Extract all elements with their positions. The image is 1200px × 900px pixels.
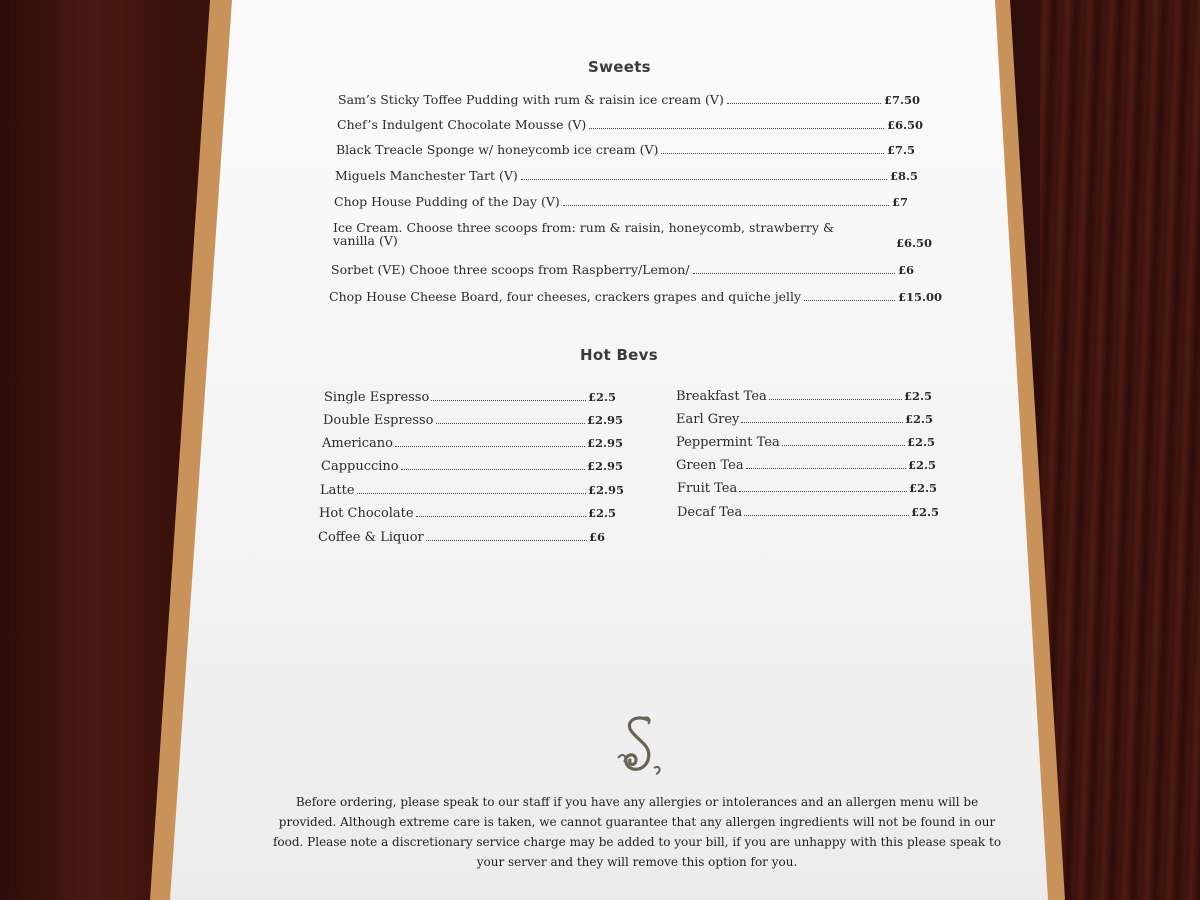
item-price: £2.5 [903, 389, 932, 403]
item-price: £2.95 [586, 413, 623, 427]
tea-item [677, 505, 939, 520]
notice-line: Before ordering, please speak to our staff if you have any allergies or intolerances and an allergen menu will be [295, 795, 979, 809]
item-name: Sam’s Sticky Toffee Pudding with rum & raisin ice cream (V) [338, 92, 724, 107]
wood-table-background [1040, 0, 1200, 900]
item-name: Decaf Tea [677, 505, 743, 520]
sweet-item [337, 117, 923, 132]
sweet-item-multiline [333, 221, 834, 247]
s-monogram-icon [614, 712, 664, 778]
item-price: £6.50 [886, 118, 923, 132]
item-name: Double Espresso [323, 413, 434, 428]
leader-dots [782, 445, 905, 446]
item-name: Green Tea [676, 458, 744, 473]
coffee-item [319, 506, 616, 521]
leader-dots [563, 205, 889, 206]
leader-dots [746, 468, 906, 469]
item-name: Cappuccino [321, 459, 399, 474]
item-name: Fruit Tea [677, 481, 738, 496]
item-name: Sorbet (VE) Chooe three scoops from Raspberry/Lemon/ [331, 262, 690, 277]
coffee-item [321, 459, 623, 474]
item-price: £7.50 [883, 93, 920, 107]
coffee-item [318, 530, 605, 545]
hot-bevs-heading: Hot Bevs [580, 346, 658, 364]
leader-dots [661, 153, 884, 154]
item-price: £8.5 [889, 169, 918, 183]
item-price: £6 [588, 530, 605, 544]
item-name-line2: vanilla (V) [333, 233, 398, 248]
item-price: £2.95 [586, 459, 623, 473]
coffee-item [324, 390, 616, 405]
notice-line: your server and they will remove this option for you. [476, 855, 798, 869]
item-name: Miguels Manchester Tart (V) [335, 168, 518, 183]
tea-item [677, 481, 937, 496]
item-name: Breakfast Tea [676, 389, 767, 404]
leader-dots [769, 399, 902, 400]
tea-item [676, 458, 936, 473]
sweets-heading: Sweets [588, 58, 651, 76]
item-name: Peppermint Tea [676, 435, 780, 450]
leader-dots [741, 422, 903, 423]
leader-dots [727, 103, 881, 104]
sweet-item [329, 289, 942, 304]
item-price: £2.5 [906, 435, 935, 449]
leader-dots [804, 300, 895, 301]
item-price: £2.5 [907, 458, 936, 472]
item-price: £15.00 [897, 290, 942, 304]
leader-dots [426, 540, 587, 541]
item-name: Coffee & Liquor [318, 530, 424, 545]
tea-item [676, 389, 932, 404]
item-name: Chop House Cheese Board, four cheeses, crackers grapes and quiche jelly [329, 289, 802, 304]
notice-line: food. Please note a discretionary service charge may be added to your bill, if you are unhappy with this please speak to [272, 835, 1002, 849]
item-price: £2.95 [587, 483, 624, 497]
item-price: £7 [891, 195, 908, 209]
coffee-item [320, 483, 624, 498]
notice-line: provided. Although extreme care is taken, we cannot guarantee that any allergen ingredients will not be found in our [278, 815, 996, 829]
leader-dots [431, 400, 586, 401]
leader-dots [395, 446, 585, 447]
allergen-notice [262, 792, 1012, 872]
sweet-item [335, 168, 918, 183]
tea-item [676, 412, 933, 427]
leader-dots [744, 515, 909, 516]
item-name: Single Espresso [324, 390, 430, 405]
leader-dots [357, 493, 586, 494]
item-name: Latte [320, 483, 355, 498]
sweet-item [334, 194, 908, 209]
item-name: Earl Grey [676, 412, 740, 427]
item-price: £6.50 [896, 236, 933, 250]
leader-dots [739, 491, 907, 492]
item-price: £2.5 [908, 481, 937, 495]
item-price: £2.95 [586, 436, 623, 450]
coffee-item [322, 436, 623, 451]
item-price: £7.5 [886, 143, 915, 157]
item-name: Americano [322, 436, 394, 451]
item-name-line1: Ice Cream. Choose three scoops from: rum & raisin, honeycomb, strawberry & [333, 220, 835, 235]
sweet-item [331, 262, 914, 277]
leader-dots [521, 179, 887, 180]
item-name: Chef’s Indulgent Chocolate Mousse (V) [337, 117, 587, 132]
item-name: Hot Chocolate [319, 506, 414, 521]
leader-dots [416, 516, 586, 517]
tea-item [676, 435, 935, 450]
coffee-item [323, 413, 623, 428]
item-price: £2.5 [587, 506, 616, 520]
item-name: Chop House Pudding of the Day (V) [334, 194, 560, 209]
item-price: £2.5 [904, 412, 933, 426]
leader-dots [436, 423, 585, 424]
item-name: Black Treacle Sponge w/ honeycomb ice cream (V) [336, 142, 659, 157]
item-price: £2.5 [910, 505, 939, 519]
sweet-item [336, 142, 915, 157]
leader-dots [693, 273, 895, 274]
leader-dots [401, 469, 585, 470]
item-price: £2.5 [587, 390, 616, 404]
leader-dots [589, 128, 884, 129]
item-price: £6 [897, 263, 914, 277]
sweet-item [338, 92, 920, 107]
